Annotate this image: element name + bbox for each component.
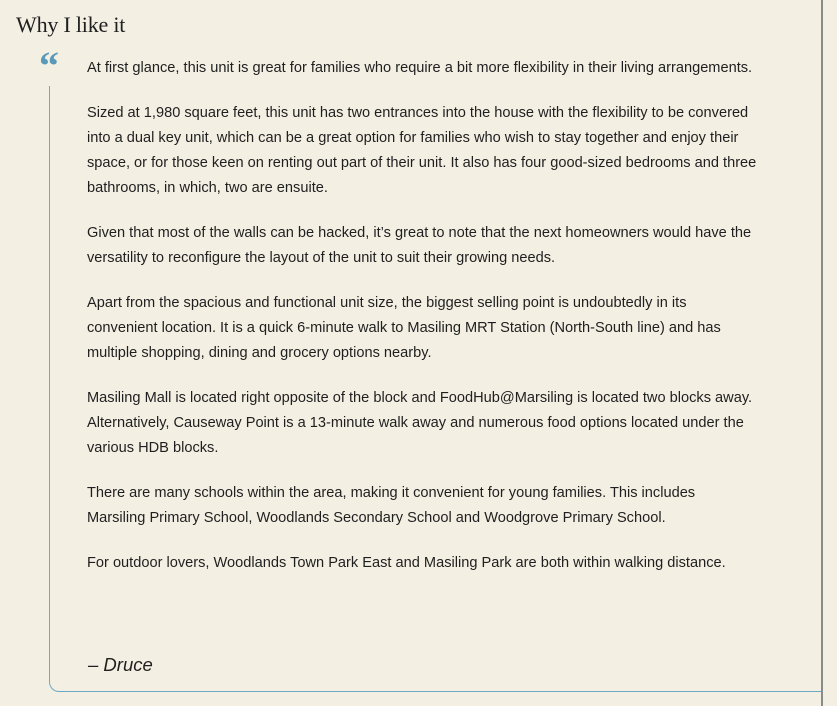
paragraph-amenities: Masiling Mall is located right opposite of the block and FoodHub@Marsiling is located two blocks away. Alternatively, Causeway Point is a 13-minute walk away and numerous food options located under the various HDB blocks.	[87, 390, 753, 456]
paragraph-location: Apart from the spacious and functional unit size, the biggest selling point is undoubtedly in its convenient location. It is a quick 6-minute walk to Masiling MRT Station (North-South line) and has multiple shopping, dining and grocery options nearby.	[87, 295, 721, 361]
paragraph-size: Sized at 1,980 square feet, this unit has two entrances into the house with the flexibility to be convered into a dual key unit, which can be a great option for families who wish to stay together and enjoy their space, or for those keen on renting out part of their unit. It also has four good-sized bedrooms and three bathrooms, in which, two are ensuite.	[87, 105, 757, 196]
page-edge-divider	[821, 0, 823, 706]
paragraph-parks: For outdoor lovers, Woodlands Town Park East and Masiling Park are both within walking distance.	[87, 555, 726, 571]
paragraph-schools: There are many schools within the area, making it convenient for young families. This includes Marsiling Primary School, Woodlands Secondary School and Woodgrove Primary School.	[87, 485, 696, 526]
paragraph-intro: At first glance, this unit is great for families who require a bit more flexibility in their living arrangements.	[87, 60, 753, 76]
paragraph-walls: Given that most of the walls can be hacked, it’s great to note that the next homeowners would have the versatility to reconfigure the layout of the unit to suit their growing needs.	[87, 225, 752, 266]
quotation-mark-icon: “	[38, 46, 63, 86]
author-signature: – Druce	[88, 654, 153, 675]
section-heading: Why I like it	[16, 12, 126, 37]
quote-content	[87, 56, 757, 596]
